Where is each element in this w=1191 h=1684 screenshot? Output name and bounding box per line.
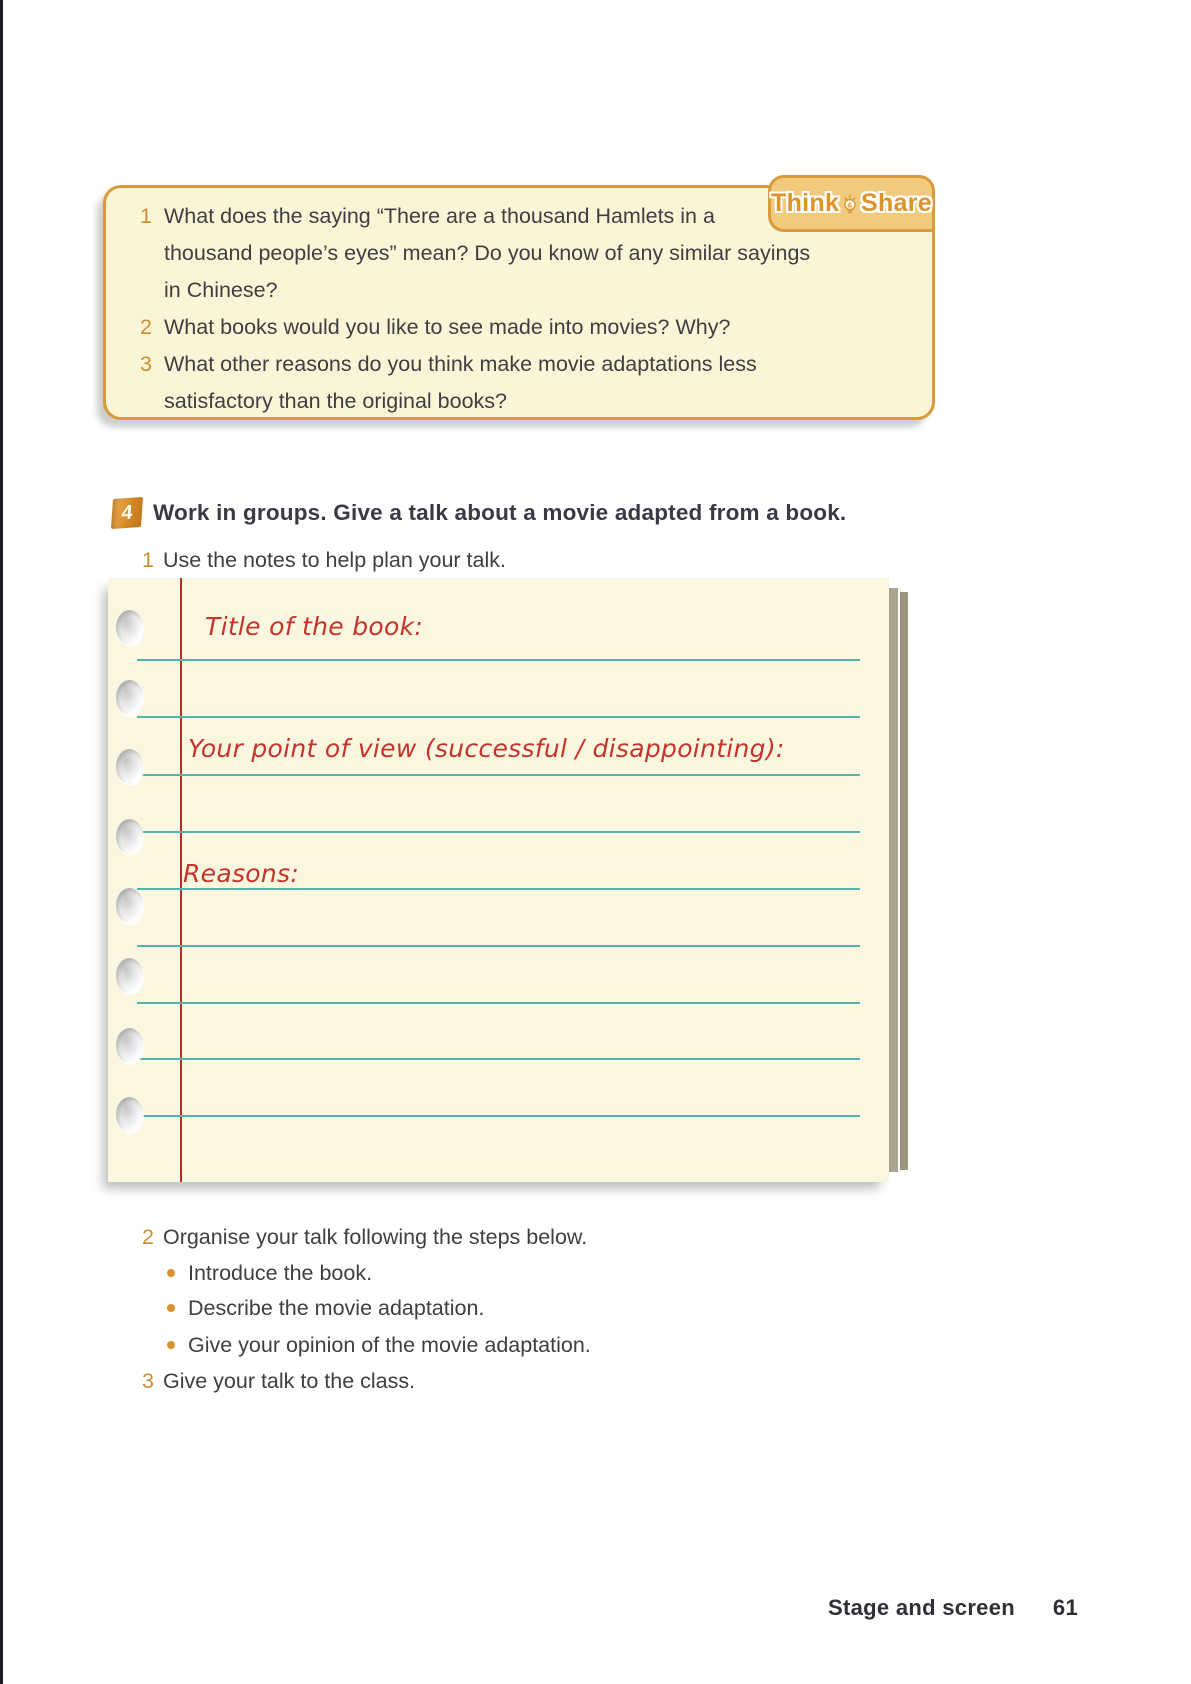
page-footer (828, 1595, 1078, 1621)
step-number: 2 (142, 1225, 154, 1249)
bullet-icon (167, 1269, 175, 1277)
punch-hole (116, 749, 143, 784)
notepad-label-opinion: Your point of view (successful / disappointing): (188, 734, 785, 763)
step-number: 3 (142, 1369, 154, 1393)
ruled-line (137, 888, 860, 890)
page-number: 61 (1052, 1595, 1078, 1620)
think-share-questions (140, 198, 910, 420)
question-text (164, 198, 810, 309)
bullet-item (167, 1292, 484, 1324)
activity-header (112, 498, 846, 528)
activity-number-badge: 4 (111, 497, 143, 529)
share-label: Share (861, 189, 932, 217)
question-line: thousand people’s eyes” mean? Do you know of any similar sayings (164, 241, 811, 265)
punch-hole (116, 888, 143, 923)
notepad-margin-line (180, 578, 182, 1182)
step-1 (142, 544, 506, 576)
notepad (108, 578, 889, 1182)
ruled-line (137, 774, 860, 776)
bullet-text: Introduce the book. (188, 1261, 373, 1285)
bullet-icon (167, 1304, 175, 1312)
page-stack-edge (900, 592, 908, 1170)
question-line: satisfactory than the original books? (164, 389, 508, 413)
bullet-item (167, 1329, 591, 1361)
think-share-box (103, 185, 935, 420)
question-line: What does the saying “There are a thousand Hamlets in a (164, 204, 715, 228)
punch-hole (116, 958, 143, 993)
ruled-line (137, 1002, 860, 1004)
page-stack-edge (889, 588, 898, 1172)
unit-title: Stage and screen (828, 1595, 1015, 1620)
question-line: What books would you like to see made into movies? Why? (164, 315, 731, 339)
ruled-line (137, 716, 860, 718)
think-label: Think (771, 189, 840, 217)
bullet-item (167, 1257, 372, 1289)
bullet-icon (167, 1341, 175, 1349)
question-line: in Chinese? (164, 278, 278, 302)
question-2 (140, 309, 910, 346)
punch-hole (116, 610, 143, 645)
question-3 (140, 346, 910, 420)
page-edge-line (0, 0, 3, 1684)
step-text: Organise your talk following the steps below. (162, 1225, 588, 1249)
ruled-line (137, 659, 860, 661)
punch-hole (116, 1028, 143, 1063)
question-1 (140, 198, 910, 309)
step-3 (142, 1365, 415, 1397)
ruled-line (137, 1115, 860, 1117)
question-text (164, 309, 730, 346)
ruled-line (137, 831, 860, 833)
question-text (164, 346, 757, 420)
question-number: 2 (140, 315, 152, 339)
ampersand-glyph: & (847, 200, 853, 210)
ruled-line (137, 945, 860, 947)
question-number: 1 (140, 204, 152, 228)
punch-hole (116, 680, 143, 715)
step-text: Give your talk to the class. (162, 1369, 416, 1393)
activity-title: Work in groups. Give a talk about a movie adapted from a book. (153, 500, 847, 525)
question-line: What other reasons do you think make movie adaptations less (164, 352, 757, 376)
punch-hole (116, 1097, 143, 1132)
question-number: 3 (140, 352, 152, 376)
notepad-label-reasons: Reasons: (183, 859, 300, 888)
notepad-label-title: Title of the book: (205, 612, 424, 641)
bullet-text: Give your opinion of the movie adaptation. (188, 1333, 591, 1357)
step-2 (142, 1221, 587, 1253)
step-text: Use the notes to help plan your talk. (162, 548, 506, 572)
step-number: 1 (142, 548, 154, 572)
punch-hole (116, 819, 143, 854)
bullet-text: Describe the movie adaptation. (188, 1296, 485, 1320)
ruled-line (137, 1058, 860, 1060)
